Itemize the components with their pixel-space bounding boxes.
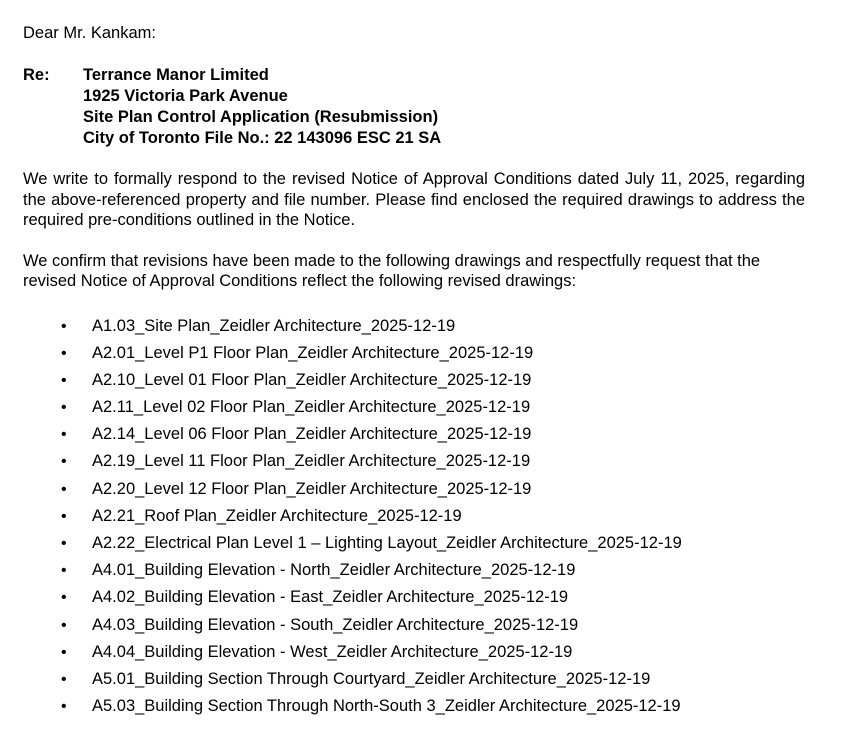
drawing-name: A2.21_Roof Plan_Zeidler Architecture_2025-12-19	[92, 506, 462, 525]
bullet-icon: •	[61, 426, 67, 444]
drawing-name: A2.20_Level 12 Floor Plan_Zeidler Architecture_2025-12-19	[92, 479, 532, 498]
list-item	[23, 340, 805, 367]
drawing-list	[23, 313, 805, 721]
bullet-icon: •	[61, 698, 67, 716]
bullet-icon: •	[61, 480, 67, 498]
bullet-icon: •	[61, 562, 67, 580]
drawing-name: A2.10_Level 01 Floor Plan_Zeidler Architecture_2025-12-19	[92, 370, 532, 389]
drawing-name: A5.01_Building Section Through Courtyard_Zeidler Architecture_2025-12-19	[92, 669, 651, 688]
subject-label: Re:	[23, 66, 50, 84]
drawing-name: A2.22_Electrical Plan Level 1 – Lighting Layout_Zeidler Architecture_2025-12-19	[92, 534, 682, 552]
drawing-name: A2.19_Level 11 Floor Plan_Zeidler Architecture_2025-12-19	[92, 452, 531, 471]
bullet-icon: •	[61, 371, 67, 389]
subject-line-address: 1925 Victoria Park Avenue	[83, 87, 288, 105]
drawing-name: A5.03_Building Section Through North-South 3_Zeidler Architecture_2025-12-19	[92, 697, 681, 716]
list-item	[23, 693, 805, 720]
list-item	[23, 313, 805, 340]
list-item	[23, 367, 805, 394]
list-item	[23, 448, 805, 475]
drawing-name: A2.11_Level 02 Floor Plan_Zeidler Architecture_2025-12-19	[92, 398, 531, 417]
list-item	[23, 530, 805, 557]
bullet-icon: •	[61, 317, 67, 335]
list-item	[23, 584, 805, 611]
subject-block	[23, 65, 805, 149]
bullet-icon: •	[61, 535, 67, 552]
list-item	[23, 476, 805, 503]
list-item	[23, 421, 805, 448]
drawing-name: A1.03_Site Plan_Zeidler Architecture_2025-12-19	[92, 316, 456, 335]
list-item	[23, 557, 805, 584]
bullet-icon: •	[61, 589, 67, 607]
drawing-name: A2.14_Level 06 Floor Plan_Zeidler Architecture_2025-12-19	[92, 425, 532, 444]
bullet-icon: •	[61, 616, 67, 634]
salutation: Dear Mr. Kankam:	[23, 24, 156, 42]
drawing-name: A4.04_Building Elevation - West_Zeidler Architecture_2025-12-19	[92, 642, 573, 661]
bullet-icon: •	[61, 507, 67, 525]
bullet-icon: •	[61, 344, 67, 362]
bullet-icon: •	[61, 399, 67, 417]
bullet-icon: •	[61, 643, 67, 661]
list-item	[23, 666, 805, 693]
subject-line-application: Site Plan Control Application (Resubmission)	[83, 108, 439, 126]
list-item	[23, 639, 805, 666]
drawing-name: A4.03_Building Elevation - South_Zeidler Architecture_2025-12-19	[92, 615, 579, 634]
subject-lines	[83, 65, 441, 149]
bullet-icon: •	[61, 453, 67, 471]
list-item	[23, 612, 805, 639]
list-item	[23, 503, 805, 530]
letter-body	[23, 22, 805, 720]
bullet-icon: •	[61, 670, 67, 688]
request-paragraph: We confirm that revisions have been made to the following drawings and respectfully request that the revised Notice of Approval Conditions reflect the following revised drawings:	[23, 251, 761, 290]
list-item	[23, 394, 805, 421]
intro-paragraph: We write to formally respond to the revised Notice of Approval Conditions dated July 11, 2025, regarding the above-referenced property and file number. Please find enclosed the required drawings to address the required pre-conditions outlined in the Notice.	[23, 170, 805, 229]
drawing-name: A2.01_Level P1 Floor Plan_Zeidler Architecture_2025-12-19	[92, 343, 534, 362]
drawing-name: A4.01_Building Elevation - North_Zeidler Architecture_2025-12-19	[92, 561, 576, 580]
drawing-name: A4.02_Building Elevation - East_Zeidler Architecture_2025-12-19	[92, 588, 569, 607]
subject-line-file-number: City of Toronto File No.: 22 143096 ESC 21 SA	[83, 129, 442, 147]
subject-line-company: Terrance Manor Limited	[83, 66, 269, 84]
